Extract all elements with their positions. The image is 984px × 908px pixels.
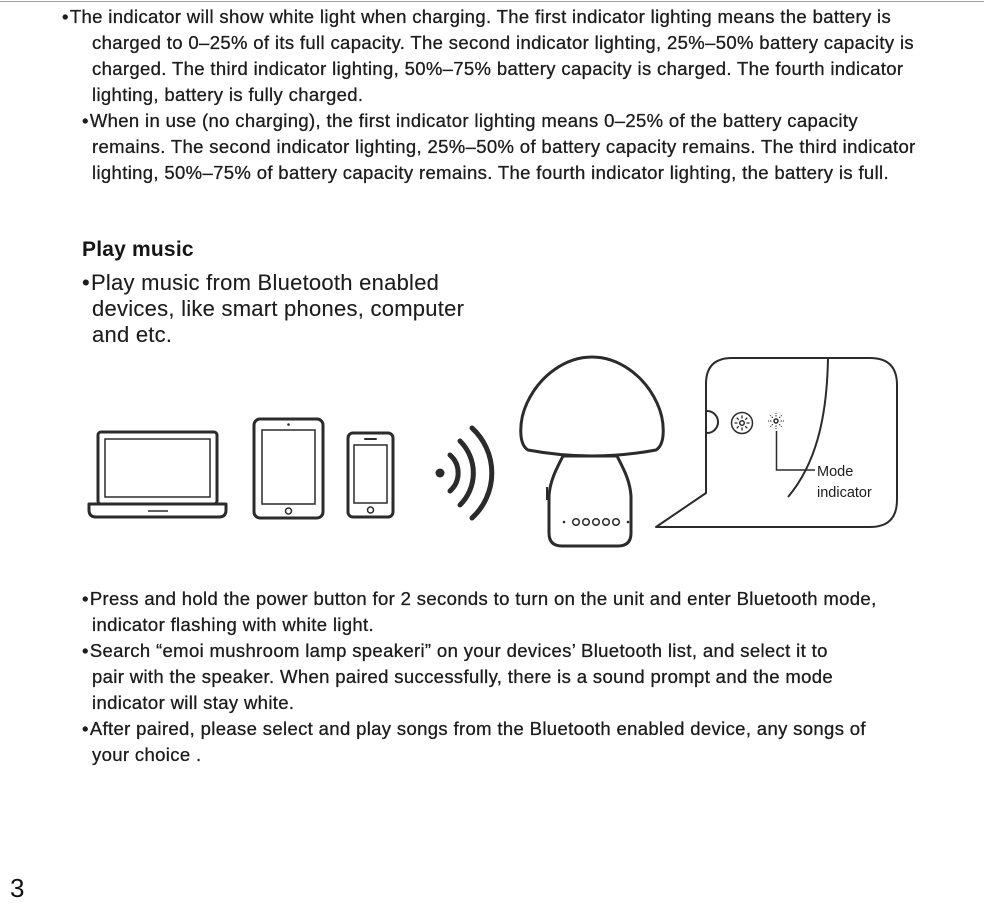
mushroom-lamp-speaker [521,357,664,546]
smartphone-icon [348,433,393,517]
play-music-intro [0,270,984,348]
laptop-icon [89,432,226,517]
indicator-info-bullet-1-line-2: charged to 0–25% of its full capacity. The second indicator lighting, 25%–50% battery capacity is [92,32,915,53]
side-button-notch [707,411,718,433]
top-rule [0,1,984,2]
bluetooth-pairing-illustration [0,340,984,560]
play-music-intro-line-2: devices, like smart phones, computer [92,296,465,321]
indicator-info-section [0,4,984,186]
instruction-bullet-2-line-1: • Search “emoi mushroom lamp speakeri” on your devices’ Bluetooth list, and select it to [0,638,984,664]
page-number: 3 [10,873,25,903]
indicator-info-bullet-2-line-1: • When in use (no charging), the first indicator lighting means 0–25% of the battery capacity [0,108,984,134]
callout-label-line-1: Mode [817,464,854,480]
instruction-bullet-1-line-1: • Press and hold the power button for 2 seconds to turn on the unit and enter Bluetooth mode, [0,586,984,612]
power-button-icon [732,413,753,434]
play-music-intro-line-1: • Play music from Bluetooth enabled [0,270,984,296]
callout-label-line-2: indicator [817,485,872,501]
bluetooth-signal-icon [436,428,492,518]
indicator-info-bullet-2-line-3: lighting, 50%–75% of battery capacity remains. The fourth indicator lighting, the battery is full. [92,162,889,183]
instruction-bullet-3-line-2: your choice . [92,744,202,765]
indicator-info-bullet-1-line-1: • The indicator will show white light when charging. The first indicator lighting means the battery is [0,4,984,30]
lamp-stem [549,456,631,546]
instruction-bullet-3-line-1: • After paired, please select and play songs from the Bluetooth enabled device, any songs of [0,716,984,742]
instruction-bullet-2-line-3: indicator will stay white. [92,692,295,713]
indicator-info-bullet-1-line-3: charged. The third indicator lighting, 50%–75% battery capacity is charged. The fourth indicator [92,58,904,79]
tablet-icon [254,419,323,518]
mode-indicator-callout [817,462,872,504]
indicator-info-bullet-2-line-2: remains. The second indicator lighting, 25%–50% of battery capacity remains. The third indicator [92,136,916,157]
lamp-cap [521,357,664,456]
instructions-section [0,586,984,768]
instruction-bullet-1-line-2: indicator flashing with white light. [92,614,375,635]
play-music-intro-line-3: and etc. [92,322,173,347]
section-heading-play-music: Play music [82,238,194,261]
mode-indicator-icon [768,413,784,429]
indicator-info-bullet-1-line-4: lighting, battery is fully charged. [92,84,364,105]
instruction-bullet-2-line-2: pair with the speaker. When paired successfully, there is a sound prompt and the mode [92,666,834,687]
